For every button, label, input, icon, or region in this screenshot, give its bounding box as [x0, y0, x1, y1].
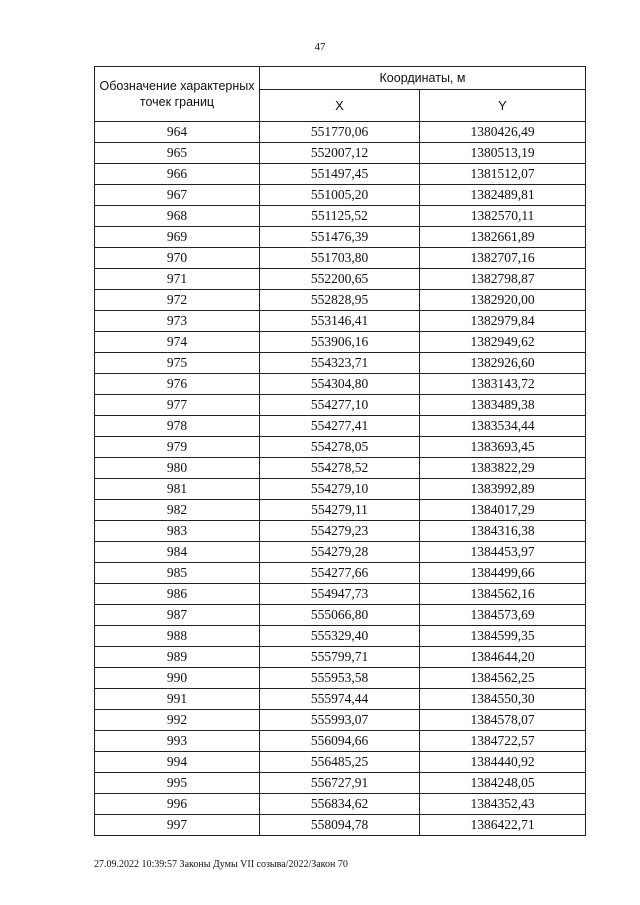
y-coordinate-cell: 1383693,45 — [420, 437, 586, 458]
coordinates-table — [94, 66, 586, 836]
x-coordinate-cell: 558094,78 — [260, 815, 420, 836]
point-number-cell: 992 — [95, 710, 260, 731]
y-coordinate-cell: 1384599,35 — [420, 626, 586, 647]
point-number-cell: 989 — [95, 647, 260, 668]
table-row — [95, 437, 586, 458]
table-row — [95, 458, 586, 479]
x-coordinate-cell: 555993,07 — [260, 710, 420, 731]
x-coordinate-cell: 554277,66 — [260, 563, 420, 584]
x-coordinate-cell: 555974,44 — [260, 689, 420, 710]
table-row — [95, 416, 586, 437]
table-row — [95, 290, 586, 311]
y-coordinate-cell: 1384578,07 — [420, 710, 586, 731]
table-row — [95, 710, 586, 731]
coordinates-header: Координаты, м — [260, 67, 586, 90]
table-row — [95, 143, 586, 164]
y-coordinate-cell: 1383534,44 — [420, 416, 586, 437]
point-number-cell: 966 — [95, 164, 260, 185]
x-coordinate-cell: 554278,05 — [260, 437, 420, 458]
x-coordinate-cell: 551005,20 — [260, 185, 420, 206]
point-number-cell: 971 — [95, 269, 260, 290]
x-coordinate-cell: 555799,71 — [260, 647, 420, 668]
point-number-cell: 972 — [95, 290, 260, 311]
table-row — [95, 269, 586, 290]
y-coordinate-cell: 1382707,16 — [420, 248, 586, 269]
point-number-cell: 983 — [95, 521, 260, 542]
point-number-cell: 967 — [95, 185, 260, 206]
table-row — [95, 689, 586, 710]
table-row — [95, 185, 586, 206]
point-number-cell: 969 — [95, 227, 260, 248]
y-coordinate-cell: 1382979,84 — [420, 311, 586, 332]
table-row — [95, 542, 586, 563]
y-coordinate-cell: 1382798,87 — [420, 269, 586, 290]
x-coordinate-cell: 554304,80 — [260, 374, 420, 395]
table-row — [95, 311, 586, 332]
point-number-cell: 982 — [95, 500, 260, 521]
x-coordinate-cell: 556727,91 — [260, 773, 420, 794]
y-column-header: Y — [420, 90, 586, 122]
y-coordinate-cell: 1384562,16 — [420, 584, 586, 605]
x-coordinate-cell: 556094,66 — [260, 731, 420, 752]
x-coordinate-cell: 554323,71 — [260, 353, 420, 374]
point-number-cell: 970 — [95, 248, 260, 269]
y-coordinate-cell: 1383822,29 — [420, 458, 586, 479]
y-coordinate-cell: 1383489,38 — [420, 395, 586, 416]
y-coordinate-cell: 1382920,00 — [420, 290, 586, 311]
point-number-cell: 984 — [95, 542, 260, 563]
x-coordinate-cell: 554277,10 — [260, 395, 420, 416]
point-number-cell: 968 — [95, 206, 260, 227]
x-coordinate-cell: 554947,73 — [260, 584, 420, 605]
x-coordinate-cell: 553146,41 — [260, 311, 420, 332]
point-number-cell: 996 — [95, 794, 260, 815]
y-coordinate-cell: 1386422,71 — [420, 815, 586, 836]
page-number: 47 — [314, 41, 326, 53]
x-coordinate-cell: 554279,10 — [260, 479, 420, 500]
point-number-cell: 965 — [95, 143, 260, 164]
table-row — [95, 521, 586, 542]
x-coordinate-cell: 554277,41 — [260, 416, 420, 437]
x-coordinate-cell: 556485,25 — [260, 752, 420, 773]
y-coordinate-cell: 1382949,62 — [420, 332, 586, 353]
x-coordinate-cell: 554278,52 — [260, 458, 420, 479]
table-row — [95, 563, 586, 584]
x-coordinate-cell: 553906,16 — [260, 332, 420, 353]
x-coordinate-cell: 551703,80 — [260, 248, 420, 269]
y-coordinate-cell: 1384573,69 — [420, 605, 586, 626]
y-coordinate-cell: 1382570,11 — [420, 206, 586, 227]
table-row — [95, 584, 586, 605]
point-number-cell: 981 — [95, 479, 260, 500]
y-coordinate-cell: 1384440,92 — [420, 752, 586, 773]
point-number-cell: 978 — [95, 416, 260, 437]
table-row — [95, 815, 586, 836]
y-coordinate-cell: 1384352,43 — [420, 794, 586, 815]
y-coordinate-cell: 1384644,20 — [420, 647, 586, 668]
y-coordinate-cell: 1384316,38 — [420, 521, 586, 542]
x-column-header: X — [260, 90, 420, 122]
point-number-cell: 987 — [95, 605, 260, 626]
y-coordinate-cell: 1384550,30 — [420, 689, 586, 710]
point-number-cell: 979 — [95, 437, 260, 458]
x-coordinate-cell: 555066,80 — [260, 605, 420, 626]
table-row — [95, 752, 586, 773]
x-coordinate-cell: 555953,58 — [260, 668, 420, 689]
table-row — [95, 479, 586, 500]
table-row — [95, 122, 586, 143]
point-number-cell: 985 — [95, 563, 260, 584]
x-coordinate-cell: 554279,23 — [260, 521, 420, 542]
x-coordinate-cell: 551476,39 — [260, 227, 420, 248]
table-row — [95, 353, 586, 374]
point-number-cell: 994 — [95, 752, 260, 773]
table-row — [95, 227, 586, 248]
point-number-cell: 995 — [95, 773, 260, 794]
table-row — [95, 647, 586, 668]
x-coordinate-cell: 551125,52 — [260, 206, 420, 227]
y-coordinate-cell: 1380513,19 — [420, 143, 586, 164]
point-number-cell: 973 — [95, 311, 260, 332]
y-coordinate-cell: 1384248,05 — [420, 773, 586, 794]
point-number-cell: 993 — [95, 731, 260, 752]
y-coordinate-cell: 1382661,89 — [420, 227, 586, 248]
y-coordinate-cell: 1383992,89 — [420, 479, 586, 500]
y-coordinate-cell: 1384499,66 — [420, 563, 586, 584]
point-number-cell: 964 — [95, 122, 260, 143]
point-designation-header: Обозначение характерных точек границ — [95, 67, 260, 122]
point-number-cell: 977 — [95, 395, 260, 416]
y-coordinate-cell: 1380426,49 — [420, 122, 586, 143]
table-body — [95, 122, 586, 836]
table-row — [95, 248, 586, 269]
x-coordinate-cell: 555329,40 — [260, 626, 420, 647]
table-row — [95, 164, 586, 185]
y-coordinate-cell: 1382926,60 — [420, 353, 586, 374]
y-coordinate-cell: 1382489,81 — [420, 185, 586, 206]
y-coordinate-cell: 1384722,57 — [420, 731, 586, 752]
table-row — [95, 626, 586, 647]
table-row — [95, 794, 586, 815]
table-row — [95, 731, 586, 752]
point-number-cell: 974 — [95, 332, 260, 353]
x-coordinate-cell: 556834,62 — [260, 794, 420, 815]
table-row — [95, 605, 586, 626]
point-number-cell: 990 — [95, 668, 260, 689]
table-row — [95, 332, 586, 353]
point-number-cell: 976 — [95, 374, 260, 395]
point-number-cell: 991 — [95, 689, 260, 710]
x-coordinate-cell: 552828,95 — [260, 290, 420, 311]
table-row — [95, 374, 586, 395]
y-coordinate-cell: 1383143,72 — [420, 374, 586, 395]
x-coordinate-cell: 552007,12 — [260, 143, 420, 164]
table-row — [95, 773, 586, 794]
y-coordinate-cell: 1381512,07 — [420, 164, 586, 185]
point-number-cell: 988 — [95, 626, 260, 647]
table-row — [95, 668, 586, 689]
y-coordinate-cell: 1384017,29 — [420, 500, 586, 521]
point-number-cell: 975 — [95, 353, 260, 374]
y-coordinate-cell: 1384453,97 — [420, 542, 586, 563]
table-row — [95, 500, 586, 521]
table-row — [95, 206, 586, 227]
x-coordinate-cell: 552200,65 — [260, 269, 420, 290]
table-header — [95, 67, 586, 122]
x-coordinate-cell: 554279,28 — [260, 542, 420, 563]
x-coordinate-cell: 551770,06 — [260, 122, 420, 143]
x-coordinate-cell: 551497,45 — [260, 164, 420, 185]
point-number-cell: 980 — [95, 458, 260, 479]
y-coordinate-cell: 1384562,25 — [420, 668, 586, 689]
table-row — [95, 395, 586, 416]
point-number-cell: 997 — [95, 815, 260, 836]
point-number-cell: 986 — [95, 584, 260, 605]
x-coordinate-cell: 554279,11 — [260, 500, 420, 521]
footer-stamp: 27.09.2022 10:39:57 Законы Думы VII созыва/2022/Закон 70 — [94, 859, 348, 870]
